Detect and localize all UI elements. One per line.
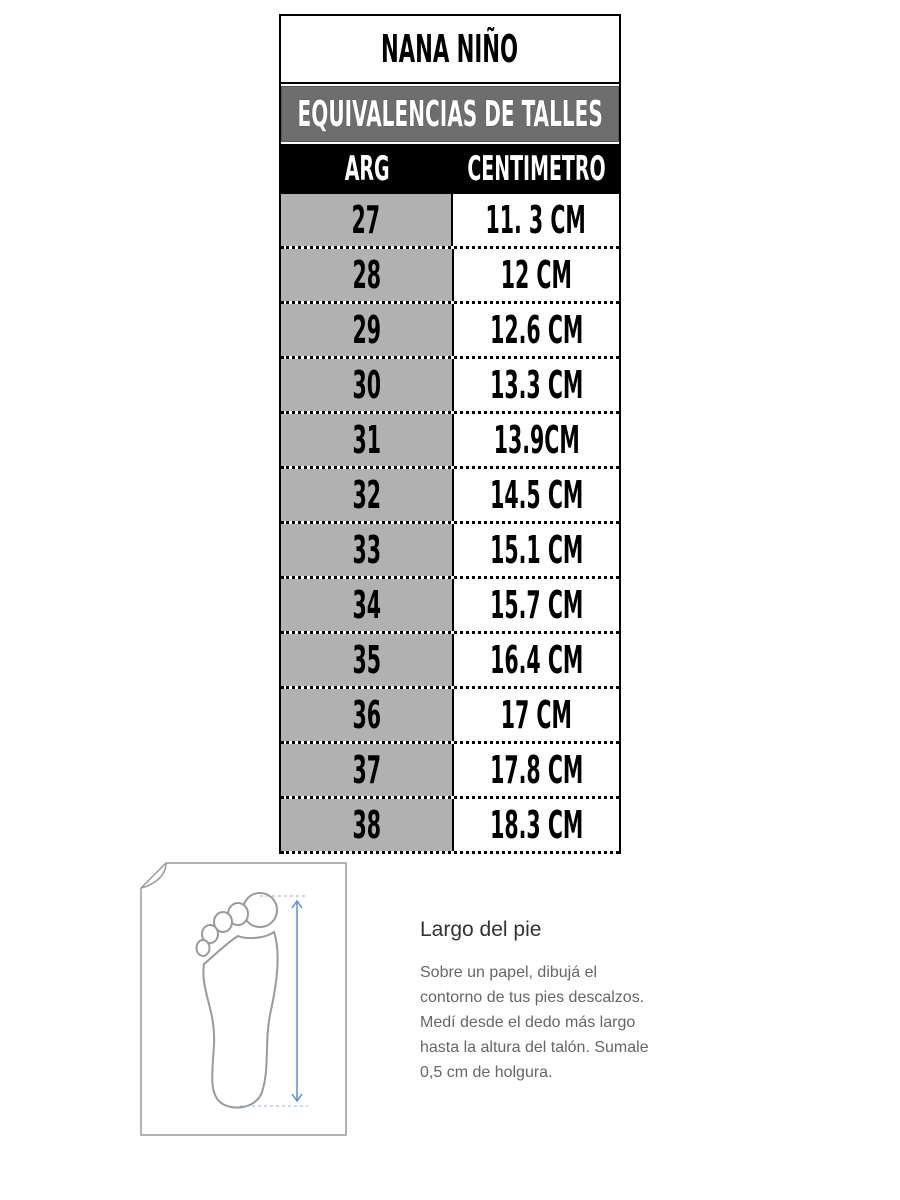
description-line: contorno de tus pies descalzos.: [420, 989, 645, 1006]
arg-size-cell: 33: [281, 524, 454, 576]
header-centimetro: CENTIMETRO: [466, 149, 606, 189]
header-arg: ARG: [344, 149, 390, 189]
size-row: [281, 634, 619, 689]
size-row: [281, 799, 619, 854]
arg-size-cell: 38: [281, 799, 454, 851]
foot-guide-description: [420, 960, 720, 1085]
arg-size-cell: 29: [281, 304, 454, 356]
chart-rows: [281, 194, 619, 854]
size-row: [281, 359, 619, 414]
arg-size-cell: 32: [281, 469, 454, 521]
centimeter-cell: 18.3 CM: [454, 799, 619, 851]
chart-title: NANA NIÑO: [281, 16, 619, 84]
arg-size-cell: 30: [281, 359, 454, 411]
chart-subtitle: EQUIVALENCIAS DE TALLES: [281, 84, 619, 144]
centimeter-cell: 16.4 CM: [454, 634, 619, 686]
centimeter-cell: 12 CM: [454, 249, 619, 301]
centimeter-cell: 17 CM: [454, 689, 619, 741]
centimeter-cell: 11. 3 CM: [453, 194, 619, 246]
size-row: [281, 469, 619, 524]
foot-outline-icon: [138, 860, 350, 1138]
size-row: [281, 744, 619, 799]
arg-size-cell: 37: [281, 744, 454, 796]
size-row: [281, 524, 619, 579]
foot-guide-title: Largo del pie: [420, 918, 542, 941]
centimeter-cell: 13.9CM: [454, 414, 619, 466]
description-line: hasta la altura del talón. Sumale: [420, 1039, 649, 1056]
foot-guide: [420, 918, 720, 1085]
size-row: [281, 304, 619, 359]
centimeter-cell: 13.3 CM: [454, 359, 619, 411]
arg-size-cell: 27: [281, 194, 453, 246]
size-row: [281, 414, 619, 469]
size-row: [281, 689, 619, 744]
centimeter-cell: 17.8 CM: [454, 744, 619, 796]
arg-size-cell: 35: [281, 634, 454, 686]
centimeter-cell: 12.6 CM: [454, 304, 619, 356]
arg-size-cell: 34: [281, 579, 454, 631]
arg-size-cell: 36: [281, 689, 454, 741]
description-line: 0,5 cm de holgura.: [420, 1064, 553, 1081]
description-line: Medí desde el dedo más largo: [420, 1014, 636, 1031]
arg-size-cell: 28: [281, 249, 454, 301]
size-row: [281, 194, 619, 249]
chart-header-row: [281, 144, 619, 194]
size-row: [281, 579, 619, 634]
centimeter-cell: 15.7 CM: [454, 579, 619, 631]
size-row: [281, 249, 619, 304]
description-line: Sobre un papel, dibujá el: [420, 964, 598, 981]
size-chart: [279, 14, 621, 854]
arg-size-cell: 31: [281, 414, 454, 466]
centimeter-cell: 14.5 CM: [454, 469, 619, 521]
centimeter-cell: 15.1 CM: [454, 524, 619, 576]
